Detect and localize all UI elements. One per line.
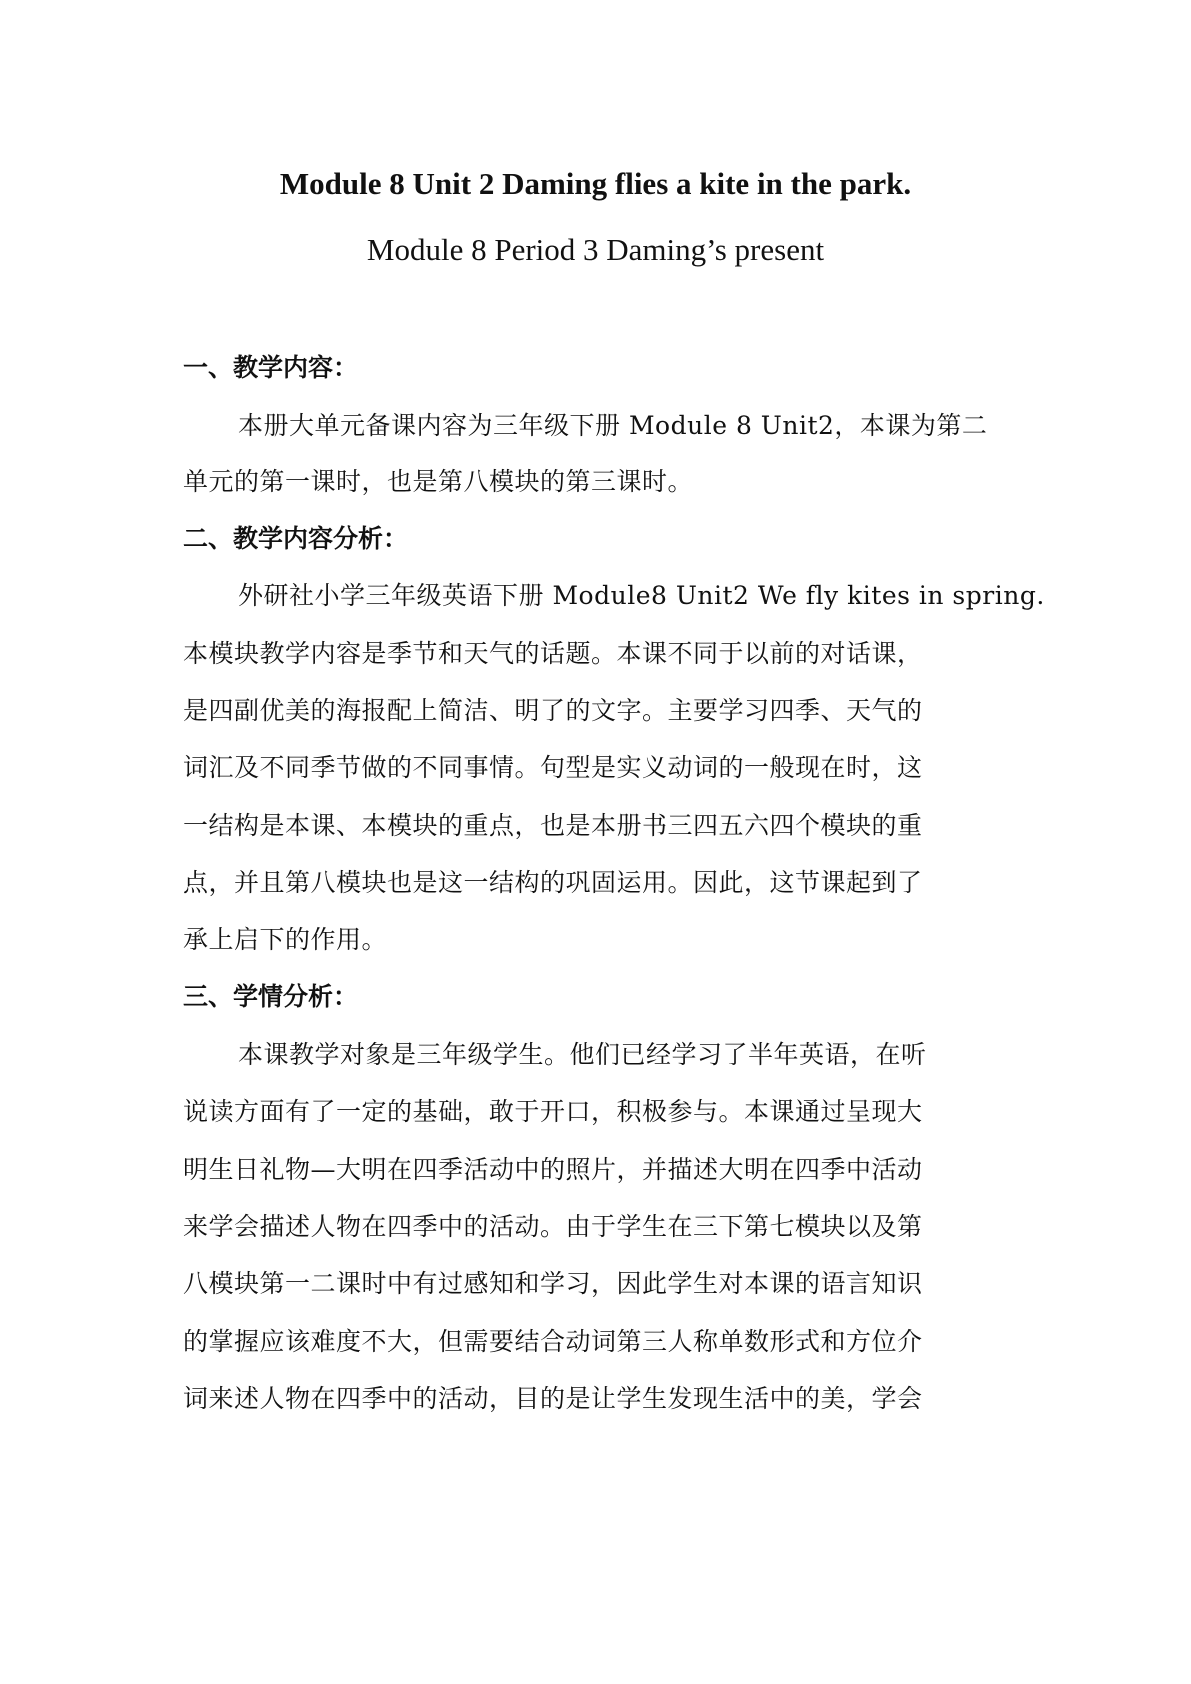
paragraph-line: 外研社小学三年级英语下册 Module8 Unit2 We fly kites in spring. bbox=[238, 581, 1045, 610]
paragraph-line: 词汇及不同季节做的不同事情。句型是实义动词的一般现在时，这 bbox=[183, 753, 923, 782]
paragraph-line: 本册大单元备课内容为三年级下册 Module 8 Unit2，本课为第二 bbox=[238, 411, 988, 440]
paragraph-line: 承上启下的作用。 bbox=[183, 925, 388, 954]
section-heading-teaching-content: 一、教学内容： bbox=[183, 353, 359, 382]
section-heading-student-analysis: 三、学情分析： bbox=[183, 982, 359, 1011]
paragraph-line: 本课教学对象是三年级学生。他们已经学习了半年英语，在听 bbox=[238, 1040, 927, 1069]
paragraph-line: 说读方面有了一定的基础，敢于开口，积极参与。本课通过呈现大 bbox=[183, 1097, 923, 1126]
section-heading-content-analysis: 二、教学内容分析： bbox=[183, 524, 409, 553]
paragraph-line: 是四副优美的海报配上简洁、明了的文字。主要学习四季、天气的 bbox=[183, 696, 923, 725]
paragraph-line: 一结构是本课、本模块的重点，也是本册书三四五六四个模块的重 bbox=[183, 811, 923, 840]
document-subtitle: Module 8 Period 3 Daming’s present bbox=[366, 232, 825, 267]
paragraph-line: 的掌握应该难度不大，但需要结合动词第三人称单数形式和方位介 bbox=[183, 1327, 923, 1356]
paragraph-line: 八模块第一二课时中有过感知和学习，因此学生对本课的语言知识 bbox=[183, 1269, 923, 1298]
paragraph-line: 来学会描述人物在四季中的活动。由于学生在三下第七模块以及第 bbox=[183, 1212, 923, 1241]
paragraph-line: 本模块教学内容是季节和天气的话题。本课不同于以前的对话课， bbox=[183, 639, 923, 668]
paragraph-line: 点，并且第八模块也是这一结构的巩固运用。因此，这节课起到了 bbox=[183, 868, 923, 897]
paragraph-line: 单元的第一课时，也是第八模块的第三课时。 bbox=[183, 467, 694, 496]
paragraph-line: 词来述人物在四季中的活动，目的是让学生发现生活中的美，学会 bbox=[183, 1384, 923, 1413]
document-title: Module 8 Unit 2 Daming flies a kite in the park. bbox=[279, 166, 912, 201]
paragraph-line: 明生日礼物—大明在四季活动中的照片，并描述大明在四季中活动 bbox=[183, 1155, 923, 1184]
